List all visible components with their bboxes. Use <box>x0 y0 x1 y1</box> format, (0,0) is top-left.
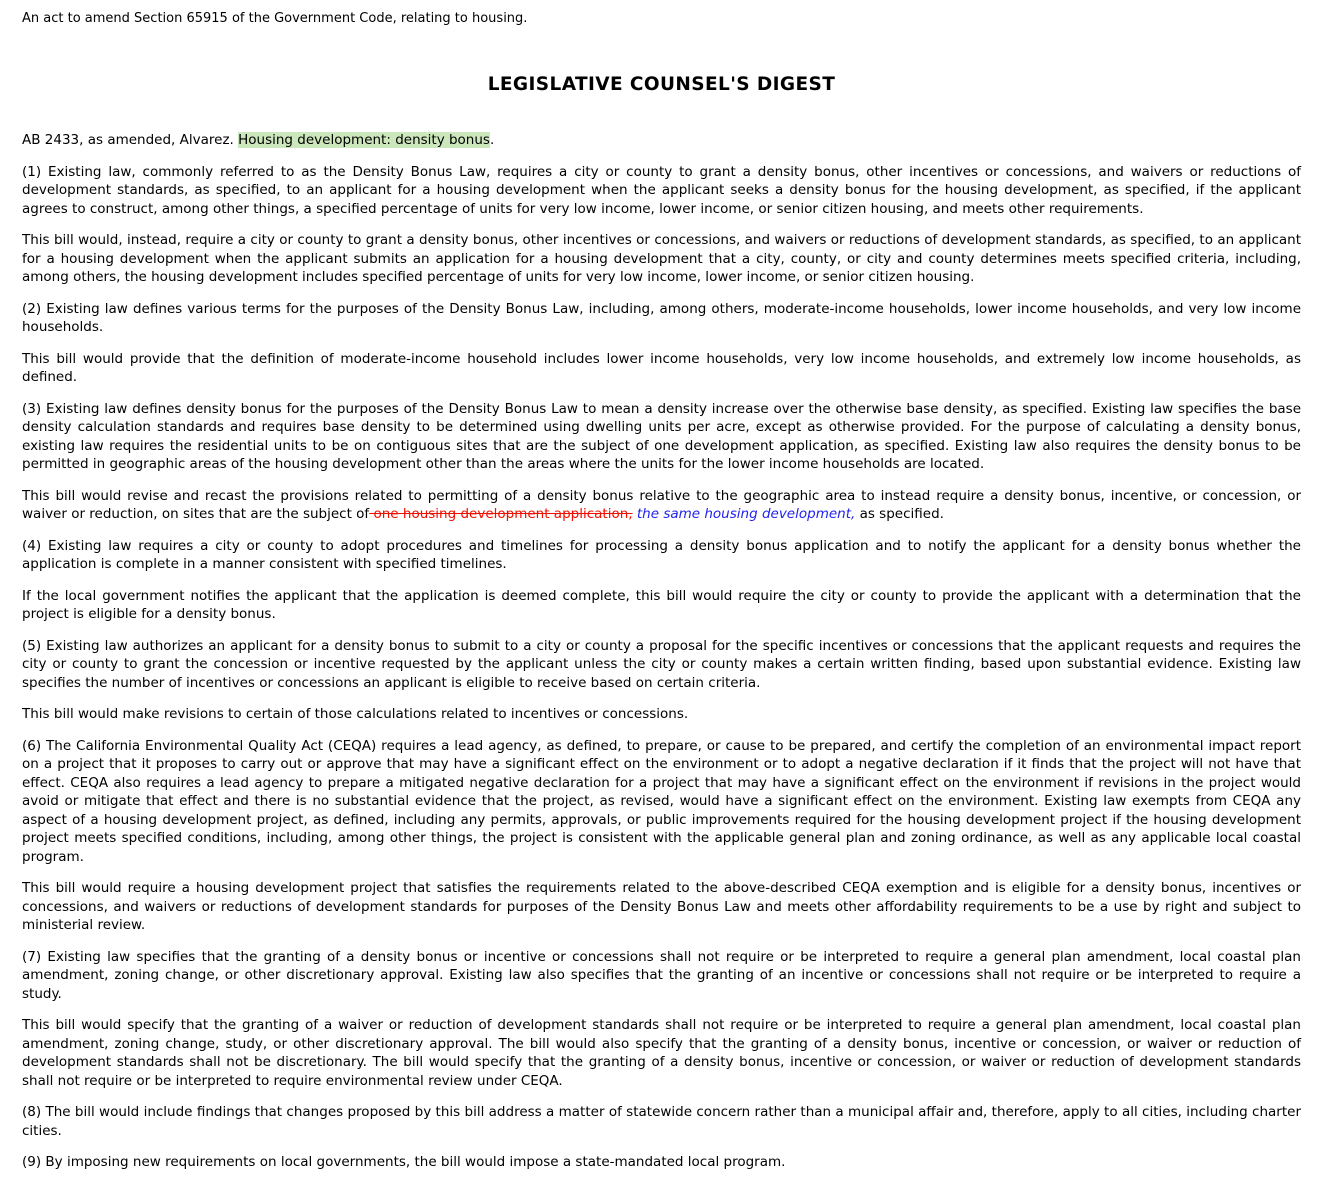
text-segment: (2) Existing law defines various terms for the purposes of the Density Bonus Law, including, among others, moderate-income households, lower income households, and very low income households. <box>22 300 1301 335</box>
deleted-text: one housing development application, <box>369 506 633 522</box>
bill-subject-highlight: Housing development: density bonus <box>238 132 490 148</box>
text-segment: (5) Existing law authorizes an applicant for a density bonus to submit to a city or county a proposal for the specific incentives or concessions that the applicant requests and requires the city or county to grant the concession or incentive requested by the applicant unless the city or county makes a certain written finding, based upon substantial evidence. Existing law specifies the number of incentives or concessions an applicant is eligible to receive based on certain criteria. <box>22 637 1301 691</box>
inserted-text: the same housing development, <box>632 506 856 522</box>
digest-paragraph <box>22 587 1301 624</box>
text-segment: (1) Existing law, commonly referred to as the Density Bonus Law, requires a city or county to grant a density bonus, other incentives or concessions, and waivers or reductions of development standards, as specified, to an applicant for a housing development when the applicant seeks a density bonus for the housing development, as specified, if the applicant agrees to construct, among other things, a specified percentage of units for very low income, lower income, or senior citizen housing, and meets other requirements. <box>22 163 1301 217</box>
text-segment: (4) Existing law requires a city or county to adopt procedures and timelines for processing a density bonus application and to notify the applicant for a density bonus whether the application is complete in a manner consistent with specified timelines. <box>22 537 1301 572</box>
text-segment: This bill would revise and recast the provisions related to permitting of a density bonus relative to the geographic area to instead require a density bonus, incentive, or concession, or waiver or reduction, on sites that are the subject of <box>22 487 1301 522</box>
digest-paragraph <box>22 1103 1301 1140</box>
text-segment: This bill would require a housing development project that satisfies the requirements related to the above-described CEQA exemption and is eligible for a density bonus, incentives or concessions, and waivers or reductions of development standards for purposes of the Density Bonus Law and meets other affordability requirements to be a use by right and subject to ministerial review. <box>22 880 1301 933</box>
digest-paragraph <box>22 879 1301 935</box>
digest-paragraph <box>22 350 1301 387</box>
text-segment: This bill would specify that the granting of a waiver or reduction of development standards shall not require or be interpreted to require a general plan amendment, local coastal plan amendment, zoning change, study, or other discretionary approval. The bill would also specify that the granting of a density bonus, incentive or concession, or waiver or reduction of development standards shall not be discretionary. The bill would specify that the granting of a density bonus, incentive or concession, or waiver or reduction of development standards shall not require or be interpreted to require environmental review under CEQA. <box>22 1017 1301 1089</box>
digest-paragraph <box>22 300 1301 337</box>
digest-paragraph <box>22 537 1301 574</box>
digest-paragraph <box>22 400 1301 474</box>
text-segment: . <box>489 132 495 148</box>
text-segment: (3) Existing law defines density bonus for the purposes of the Density Bonus Law to mean a density increase over the otherwise base density, as specified. Existing law specifies the base density calculation standards and requires base density to be determined using dwelling units per acre, except as otherwise provided. For the purpose of calculating a density bonus, existing law requires the residential units to be on contiguous sites that are the subject of one development application, as specified. Existing law also requires the density bonus to be permitted in geographic areas of the housing development other than the areas where the units for the lower income households are located. <box>22 400 1301 472</box>
digest-paragraph <box>22 231 1301 287</box>
text-segment: This bill would provide that the definition of moderate-income household includes lower income households, very low income households, and extremely low income households, as defined. <box>22 350 1301 385</box>
text-segment: (7) Existing law specifies that the granting of a density bonus or incentive or concessions shall not require or be interpreted to require a general plan amendment, local coastal plan amendment, zoning change, or other discretionary approval. Existing law also specifies that the granting of an incentive or concessions shall not require or be interpreted to require a study. <box>22 948 1301 1002</box>
digest-paragraphs <box>22 163 1301 1172</box>
text-segment: (9) By imposing new requirements on local governments, the bill would impose a state-mandated local program. <box>22 1154 786 1170</box>
digest-heading: LEGISLATIVE COUNSEL'S DIGEST <box>487 74 836 95</box>
bill-line <box>22 131 1301 150</box>
text-segment: AB 2433, as amended, Alvarez. <box>22 132 239 148</box>
act-line: An act to amend Section 65915 of the Government Code, relating to housing. <box>22 11 528 26</box>
text-segment: This bill would, instead, require a city or county to grant a density bonus, other incentives or concessions, and waivers or reductions of development standards, as specified, to an applicant for a housing development when the applicant submits an application for a housing development that a city, county, or city and county determines meets specified criteria, including, among others, the housing development includes specified percentage of units for very low income, lower income, or senior citizen housing. <box>22 232 1301 285</box>
digest-paragraph <box>22 163 1301 219</box>
digest-paragraph <box>22 1016 1301 1090</box>
digest-paragraph <box>22 637 1301 693</box>
digest-paragraph <box>22 948 1301 1004</box>
text-segment: as specified. <box>855 506 944 522</box>
text-segment: This bill would make revisions to certain of those calculations related to incentives or concessions. <box>22 706 689 722</box>
digest-paragraph <box>22 487 1301 524</box>
text-segment: (6) The California Environmental Quality Act (CEQA) requires a lead agency, as defined, to prepare, or cause to be prepared, and certify the completion of an environmental impact report on a project that it proposes to carry out or approve that may have a significant effect on the environment or to adopt a negative declaration if it finds that the project will not have that effect. CEQA also requires a lead agency to prepare a mitigated negative declaration for a project that may have a significant effect on the environment if revisions in the project would avoid or mitigate that effect and there is no substantial evidence that the project, as revised, would have a significant effect on the environment. Existing law exempts from CEQA any aspect of a housing development project, as defined, including any permits, approvals, or public improvements required for the housing development project if the housing development project meets specified conditions, including, among other things, the project is consistent with the applicable general plan and zoning ordinance, as well as any applicable local coastal program. <box>22 737 1301 865</box>
digest-paragraph <box>22 737 1301 867</box>
text-segment: If the local government notifies the applicant that the application is deemed complete, this bill would require the city or county to provide the applicant with a determination that the project is eligible for a density bonus. <box>22 587 1301 622</box>
digest-paragraph <box>22 705 1301 724</box>
text-segment: (8) The bill would include findings that changes proposed by this bill address a matter of statewide concern rather than a municipal affair and, therefore, apply to all cities, including charter cities. <box>22 1104 1301 1139</box>
digest-paragraph <box>22 1153 1301 1172</box>
